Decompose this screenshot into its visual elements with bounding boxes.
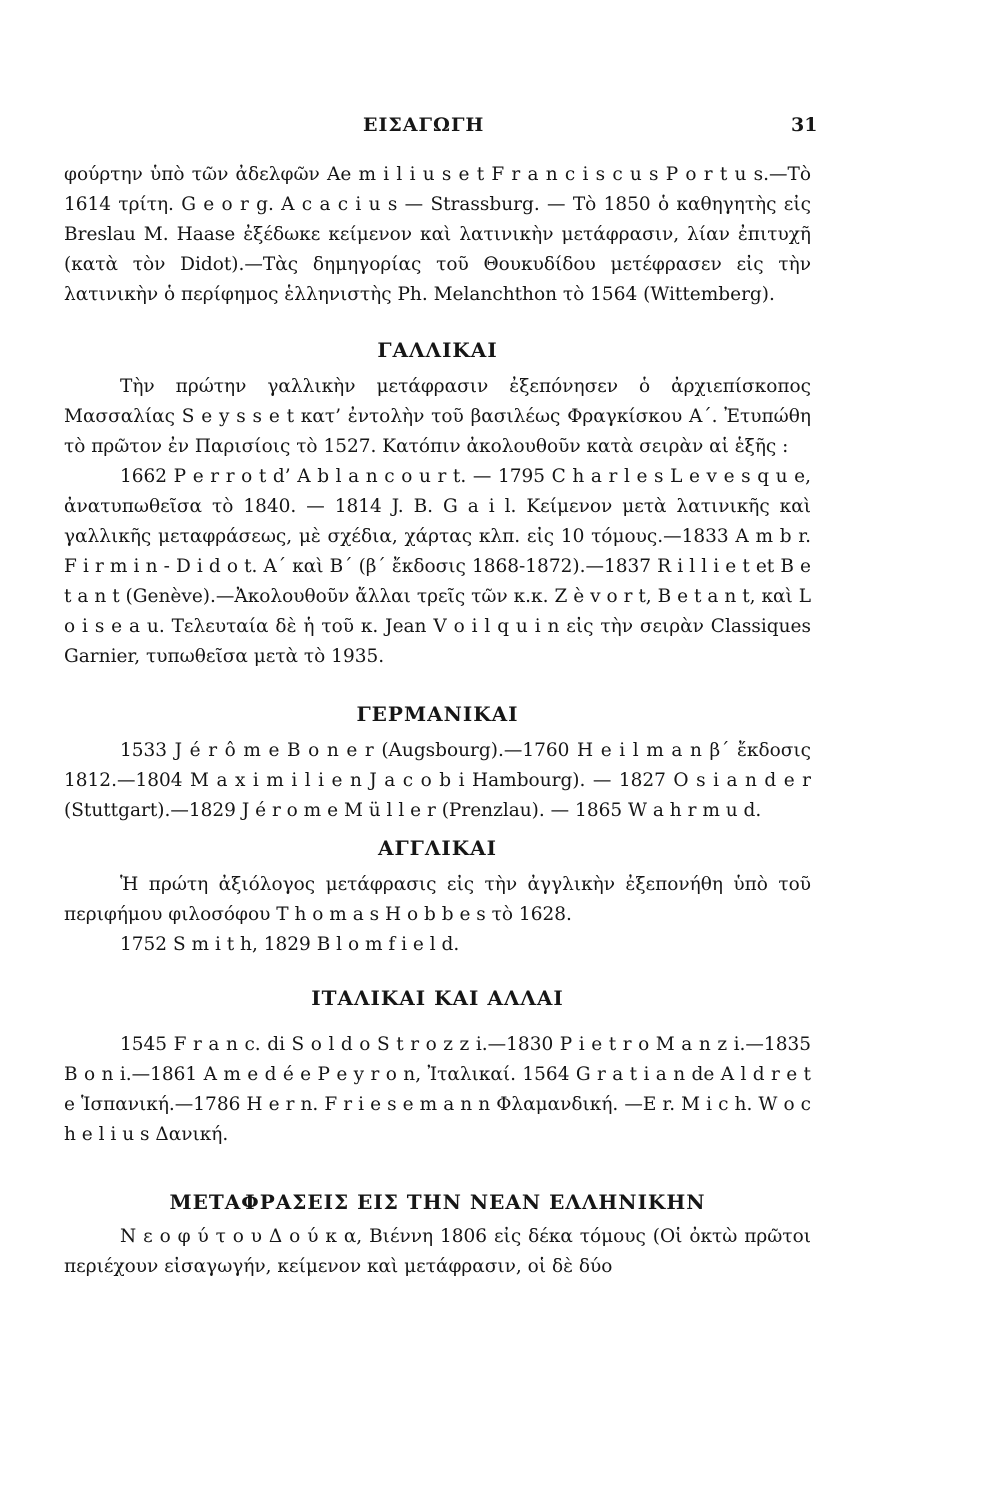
section-heading-french: ΓΑΛΛΙΚΑΙ	[377, 338, 498, 362]
english-editions-paragraph: 1752 S m i t h, 1829 B l o m f i e l d.	[120, 934, 460, 955]
french-editions-paragraph: 1662 P e r r o t d’ A b l a n c o u r t. — 1795 C h a r l e s L e v e s q u e, ἀνατυπωθεῖσα τὸ 1840. — 1814 J. B. G a i l. Κείμενον μετὰ λατινικῆς καὶ γαλλικῆς μεταφράσεως, μὲ σχέδια, χάρτας κλπ. εἰς 10 τόμους.—1833 A m b r. F i r m i n - D i d o t. Α΄ καὶ Β΄ (β΄ ἔκδοσις 1868-1872).—1837 R i l l i e t et B e t a n t (Genève).—Ἀκολουθοῦν ἄλλαι τρεῖς τῶν κ.κ. Z è v o r t, B e t a n t, καὶ L o i s e a u. Τελευταία δὲ ἡ τοῦ κ. Jean V o i l q u i n εἰς τὴν σειρὰν Classiques Garnier, τυπωθεῖσα μετὰ τὸ 1935.	[64, 466, 811, 667]
page-body	[64, 160, 811, 1282]
section-heading-modern-greek: ΜΕΤΑΦΡΑΣΕΙΣ ΕΙΣ ΤΗΝ ΝΕΑΝ ΕΛΛΗΝΙΚΗΝ	[169, 1190, 706, 1214]
modern-greek-paragraph: Ν ε ο φ ύ τ ο υ Δ ο ύ κ α, Βιέννη 1806 εἰς δέκα τόμους (Οἱ ὀκτὼ πρῶτοι περιέχουν εἰσαγωγήν, κείμενον καὶ μετάφρασιν, οἱ δὲ δύο	[64, 1226, 811, 1277]
continuation-paragraph: φούρτην ὑπὸ τῶν ἀδελφῶν Ae m i l i u s e t F r a n c i s c u s P o r t u s.—Τὸ 1614 τρίτη. G e o r g. A c a c i u s — Strassburg. — Τὸ 1850 ὁ καθηγητὴς εἰς Breslau M. Haase ἐξέδωκε κείμενον καὶ λατινικὴν μετάφρασιν, λίαν ἐπιτυχῆ (κατὰ τὸν Didot).—Τὰς δημηγορίας τοῦ Θουκυδίδου μετέφρασεν εἰς τὴν λατινικὴν ὁ περίφημος ἑλληνιστὴς Ph. Melanchthon τὸ 1564 (Wittemberg).	[64, 164, 811, 305]
section-heading-italian-other: ΙΤΑΛΙΚΑΙ ΚΑΙ ΑΛΛΑΙ	[311, 986, 564, 1010]
german-editions-paragraph: 1533 J é r ô m e B o n e r (Augsbourg).—1760 H e i l m a n β΄ ἔκδοσις 1812.—1804 M a x i m i l i e n J a c o b i Hambourg). — 1827 O s i a n d e r (Stuttgart).—1829 J é r o m e M ü l l e r (Prenzlau). — 1865 W a h r m u d.	[64, 740, 811, 821]
english-intro-paragraph: Ἡ πρώτη ἀξιόλογος μετάφρασις εἰς τὴν ἀγγλικὴν ἐξεπονήθη ὑπὸ τοῦ περιφήμου φιλοσόφου T h o m a s H o b b e s τὸ 1628.	[64, 874, 811, 925]
italian-other-editions-paragraph: 1545 F r a n c. di S o l d o S t r o z z i.—1830 P i e t r o M a n z i.—1835 B o n i.—1861 A m e d é e P e y r o n, Ἰταλικαί. 1564 G r a t i a n de A l d r e t e Ἱσπανική.—1786 H e r n. F r i e s e m a n n Φλαμανδική. —E r. M i c h. W o c h e l i u s Δανική.	[64, 1034, 811, 1145]
section-heading-german: ΓΕΡΜΑΝΙΚΑΙ	[356, 702, 519, 726]
page-number: 31	[791, 114, 818, 136]
section-heading-english: ΑΓΓΛΙΚΑΙ	[377, 836, 498, 860]
running-head-title: ΕΙΣΑΓΩΓΗ	[363, 114, 485, 136]
running-head	[0, 114, 985, 144]
french-intro-paragraph: Τὴν πρώτην γαλλικὴν μετάφρασιν ἐξεπόνησεν ὁ ἀρχιεπίσκοπος Μασσαλίας S e y s s e t κατ’ ἐντολὴν τοῦ βασιλέως Φραγκίσκου Α΄. Ἐτυπώθη τὸ πρῶτον ἐν Παρισίοις τὸ 1527. Κατόπιν ἀκολουθοῦν κατὰ σειρὰν αἱ ἑξῆς :	[64, 376, 811, 457]
